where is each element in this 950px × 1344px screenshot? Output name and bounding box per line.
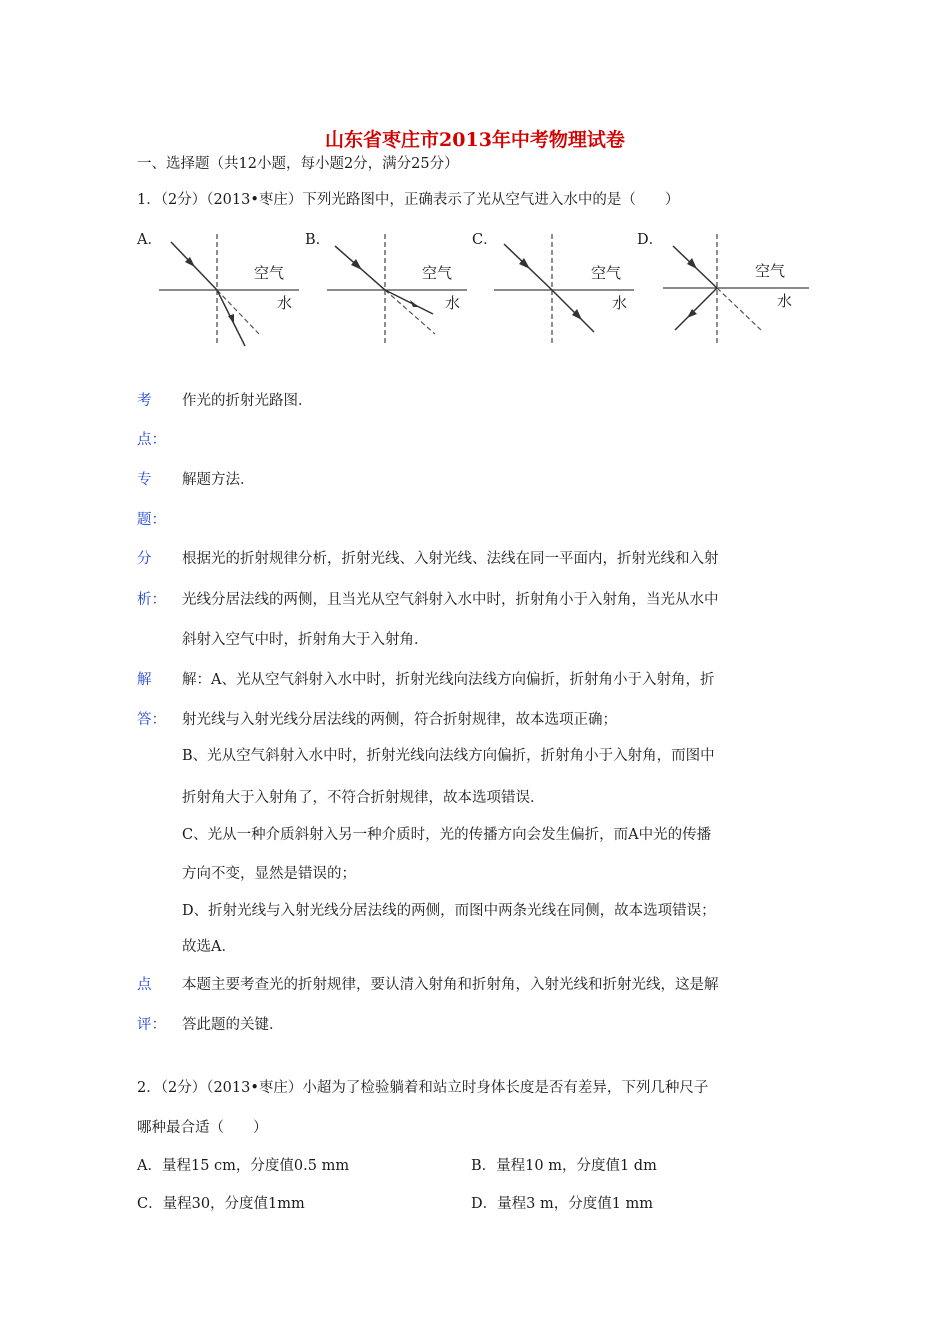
water-label-d: 水 — [777, 292, 793, 310]
refraction-diagram-b — [327, 234, 467, 349]
jieda-label-2: 答： — [137, 712, 166, 728]
question-2-option-c: C．量程30，分度值1mm — [137, 1196, 305, 1212]
kaodian-label-1: 考 — [137, 393, 152, 409]
water-label-c: 水 — [612, 294, 628, 312]
dianping-label-2: 评： — [137, 1017, 166, 1033]
option-c-label: C． — [472, 232, 498, 248]
jieda-line-1: 解：A、光从空气斜射入水中时，折射光线向法线方向偏折，折射角小于入射角，折 — [182, 672, 715, 688]
jieda-line-8: 故选A． — [182, 939, 236, 955]
question-2-stem-line-2: 哪种最合适（ ） — [137, 1120, 268, 1136]
jieda-line-7: D、折射光线与入射光线分居法线的两侧，而图中两条光线在同侧，故本选项错误； — [182, 903, 716, 919]
water-label-b: 水 — [445, 294, 461, 312]
kaodian-label-2: 点： — [137, 432, 166, 448]
air-label-c: 空气 — [591, 264, 622, 282]
water-label-a: 水 — [277, 294, 293, 312]
dianping-line-1: 本题主要考查光的折射规律，要认清入射角和折射角，入射光线和折射光线，这是解 — [182, 977, 719, 993]
question-2-stem-line-1: 2．（2分）（2013•枣庄）小超为了检验躺着和站立时身体长度是否有差异，下列几种尺子 — [137, 1080, 709, 1096]
fenxi-line-3: 斜射入空气中时，折射角大于入射角． — [182, 632, 429, 648]
fenxi-label-1: 分 — [137, 551, 152, 567]
fenxi-line-2: 光线分居法线的两侧，且当光从空气斜射入水中时，折射角小于入射角，当光从水中 — [182, 592, 719, 608]
kaodian-text: 作光的折射光路图． — [182, 393, 313, 409]
question-2-option-b: B．量程10 m，分度值1 dm — [471, 1158, 657, 1174]
jieda-label-1: 解 — [137, 672, 152, 688]
page-title: 山东省枣庄市2013年中考物理试卷 — [325, 129, 625, 151]
jieda-line-6: 方向不变，显然是错误的； — [182, 866, 356, 882]
refraction-diagram-d — [659, 234, 809, 349]
zhuanti-text: 解题方法． — [182, 472, 255, 488]
jieda-line-3: B、光从空气斜射入水中时，折射光线向法线方向偏折，折射角小于入射角，而图中 — [182, 748, 715, 764]
zhuanti-label-2: 题： — [137, 512, 166, 528]
option-d-label: D． — [637, 232, 664, 248]
refraction-diagram-c — [494, 234, 634, 349]
refraction-diagram-a — [159, 234, 299, 349]
fenxi-label-2: 析： — [137, 592, 166, 608]
dianping-line-2: 答此题的关键． — [182, 1017, 284, 1033]
question-1-stem: 1．（2分）（2013•枣庄）下列光路图中，正确表示了光从空气进入水中的是（ ） — [137, 192, 680, 208]
air-label-b: 空气 — [422, 264, 453, 282]
air-label-d: 空气 — [755, 262, 786, 280]
zhuanti-label-1: 专 — [137, 472, 152, 488]
option-b-label: B． — [305, 232, 331, 248]
air-label-a: 空气 — [254, 264, 285, 282]
fenxi-line-1: 根据光的折射规律分析，折射光线、入射光线、法线在同一平面内，折射光线和入射 — [182, 551, 719, 567]
jieda-line-2: 射光线与入射光线分居法线的两侧，符合折射规律，故本选项正确； — [182, 712, 617, 728]
question-2-option-d: D．量程3 m，分度值1 mm — [471, 1196, 654, 1212]
option-a-label: A． — [137, 232, 162, 248]
dianping-label-1: 点 — [137, 977, 152, 993]
jieda-line-4: 折射角大于入射角了，不符合折射规律，故本选项错误． — [182, 790, 545, 806]
jieda-line-5: C、光从一种介质斜射入另一种介质时，光的传播方向会发生偏折，而A中光的传播 — [182, 827, 712, 843]
section-heading: 一、选择题（共12小题，每小题2分，满分25分） — [137, 156, 459, 172]
question-2-option-a: A．量程15 cm，分度值0.5 mm — [137, 1158, 350, 1174]
